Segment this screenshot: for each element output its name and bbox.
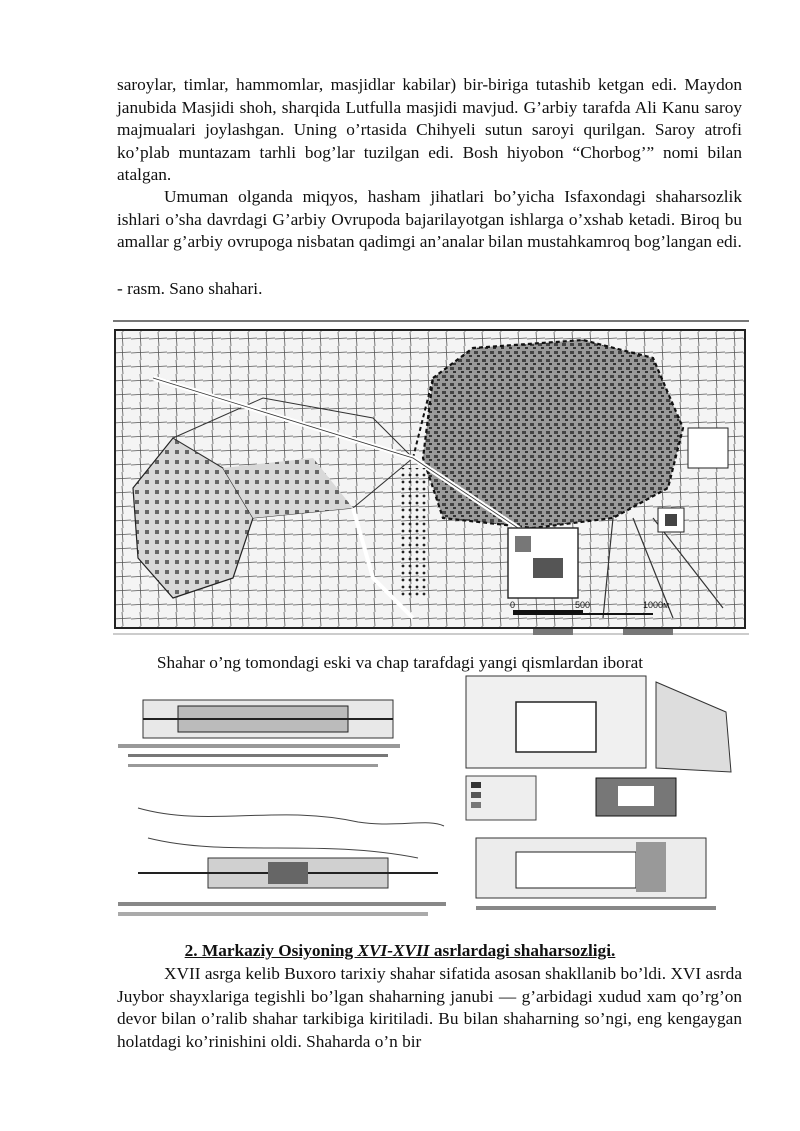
paragraph-isfahan-square: saroylar, timlar, hammomlar, masjidlar kabilar) bir-biriga tutashib ketgan edi. Maydon janubida Masjidi shoh, sharqida Lutfulla masjidi mavjud. G’arbiy tarafda Ali Kanu saroy majmualari joylashgan. Uning o’rtasida Chihyeli sutun saroyi qurilgan. Saroy atrofi ko’plab muntazam tarhli bog’lar tuzilgan edi. Bosh hiyobon “Chorbog’” nomi bilan atalgan. [117,75,742,185]
section-heading [0,940,800,962]
paragraph-bukhara: XVII asrga kelib Buxoro tarixiy shahar sifatida asosan shakllanib bo’ldi. XVI asrda Juybor shayxlariga tegishli bo’lgan shaharning janubi — g’arbidagi xudud xam qo’rg’on devor bilan o’ralib shahar tarkibiga kiritiladi. Bu bilan shaharning so’ngi, eng kengaygan holatdagi ko’rinishini oldi. Shaharda o’n bir [117,964,742,1051]
scale-label-0: 0 [510,600,516,610]
plan-drawing-a [118,688,400,778]
sana-city-map [113,318,749,640]
figure-label: - rasm. Sano shahari. [117,279,263,298]
scale-label-1000: 1000м [643,600,670,610]
heading-italic: XVI-XVII [357,941,430,960]
map-caption: Shahar o’ng tomondagi eski va chap tarafdagi yangi qismlardan iborat [156,653,644,672]
heading-prefix: 2. Markaziy Osiyoning [184,941,358,960]
paragraph-isfahan-comparison: Umuman olganda miqyos, hasham jihatlari bo’yicha Isfaxondagi shaharsozlik ishlari o’sha davrdagi G’arbiy Ovrupoda bajarilayotgan ishlarga o’xshab ketadi. Biroq bu amallar g’arbiy ovrupoga nisbatan qadimgi an’analar bilan mustahkamroq bog’langan edi. [117,187,742,252]
plan-drawing-b [456,672,734,830]
scale-label-500: 500 [575,600,591,610]
plan-drawing-c [118,798,446,920]
heading-suffix: asrlardagi shaharsozligi. [429,941,616,960]
plan-drawing-d [456,832,734,922]
